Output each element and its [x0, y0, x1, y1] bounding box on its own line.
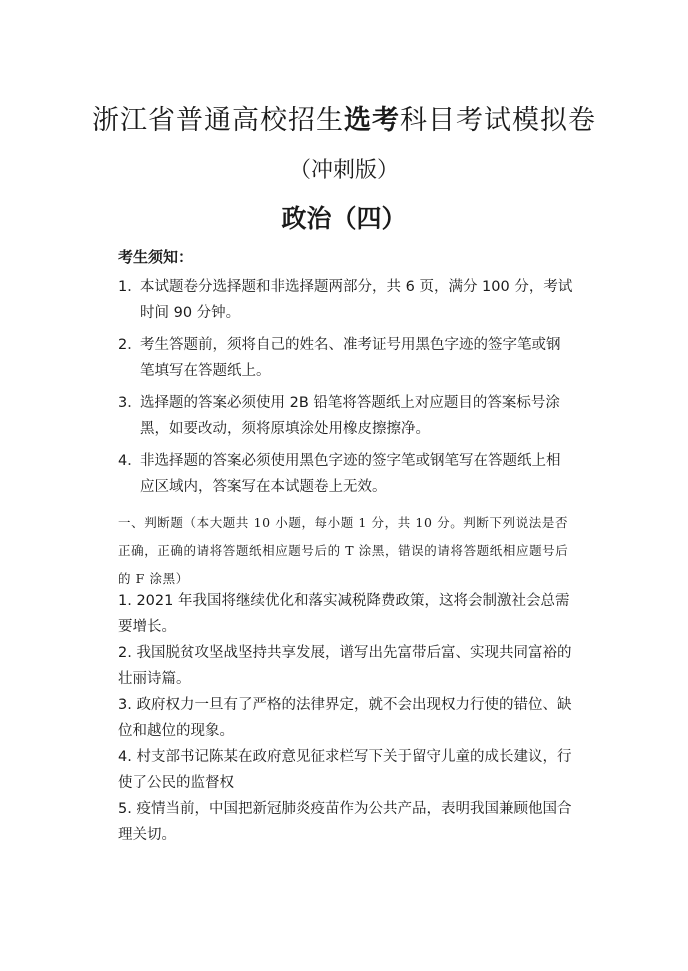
question-item: 2. 我国脱贫攻坚战坚持共享发展，谱写出先富带后富、实现共同富裕的壮丽诗篇。	[118, 645, 572, 687]
exam-subject: 政治（四）	[281, 204, 407, 233]
exam-title	[0, 98, 688, 137]
question-item: 4. 村支部书记陈某在政府意见征求栏写下关于留守儿童的成长建议，行使了公民的监督权	[118, 749, 572, 791]
notice-item	[118, 448, 573, 500]
notice-item	[118, 390, 573, 442]
title-emphasis: 选考	[344, 105, 400, 136]
notice-number: 2．	[118, 337, 142, 353]
section-heading: 一、判断题（本大题共 10 小题，每小题 1 分，共 10 分。判断下列说法是否正确，正确的请将答题纸相应题号后的 T 涂黑，错误的请将答题纸相应题号后的 F 涂黑）	[118, 515, 569, 586]
notice-text: 非选择题的答案必须使用黑色字迹的签字笔或钢笔写在答题纸上相应区域内，答案写在本试题卷上无效。	[140, 453, 561, 495]
notice-number: 1．	[118, 279, 142, 295]
title-prefix: 浙江省普通高校招生	[92, 105, 344, 136]
question-item: 3. 政府权力一旦有了严格的法律界定，就不会出现权力行使的错位、缺位和越位的现象。	[118, 697, 572, 739]
notice-list	[118, 274, 573, 506]
notice-text: 考生答题前，须将自己的姓名、准考证号用黑色字迹的签字笔或钢笔填写在答题纸上。	[140, 337, 561, 379]
notice-text: 本试题卷分选择题和非选择题两部分，共 6 页，满分 100 分，考试时间 90 分钟。	[140, 279, 573, 321]
question-list	[118, 588, 573, 848]
question-item: 5. 疫情当前，中国把新冠肺炎疫苗作为公共产品，表明我国兼顾他国合理关切。	[118, 801, 572, 843]
notice-item	[118, 332, 573, 384]
question-item: 1. 2021 年我国将继续优化和落实减税降费政策，这将会制激社会总需要增长。	[118, 593, 570, 635]
notice-number: 3．	[118, 395, 142, 411]
notice-text: 选择题的答案必须使用 2B 铅笔将答题纸上对应题目的答案标号涂黑，如要改动，须将原填涂处用橡皮擦擦净。	[140, 395, 560, 437]
notice-item	[118, 274, 573, 326]
title-suffix: 科目考试模拟卷	[400, 105, 596, 136]
notice-number: 4．	[118, 453, 142, 469]
exam-subtitle: （冲刺版）	[288, 158, 399, 183]
notice-heading: 考生须知：	[118, 248, 194, 266]
